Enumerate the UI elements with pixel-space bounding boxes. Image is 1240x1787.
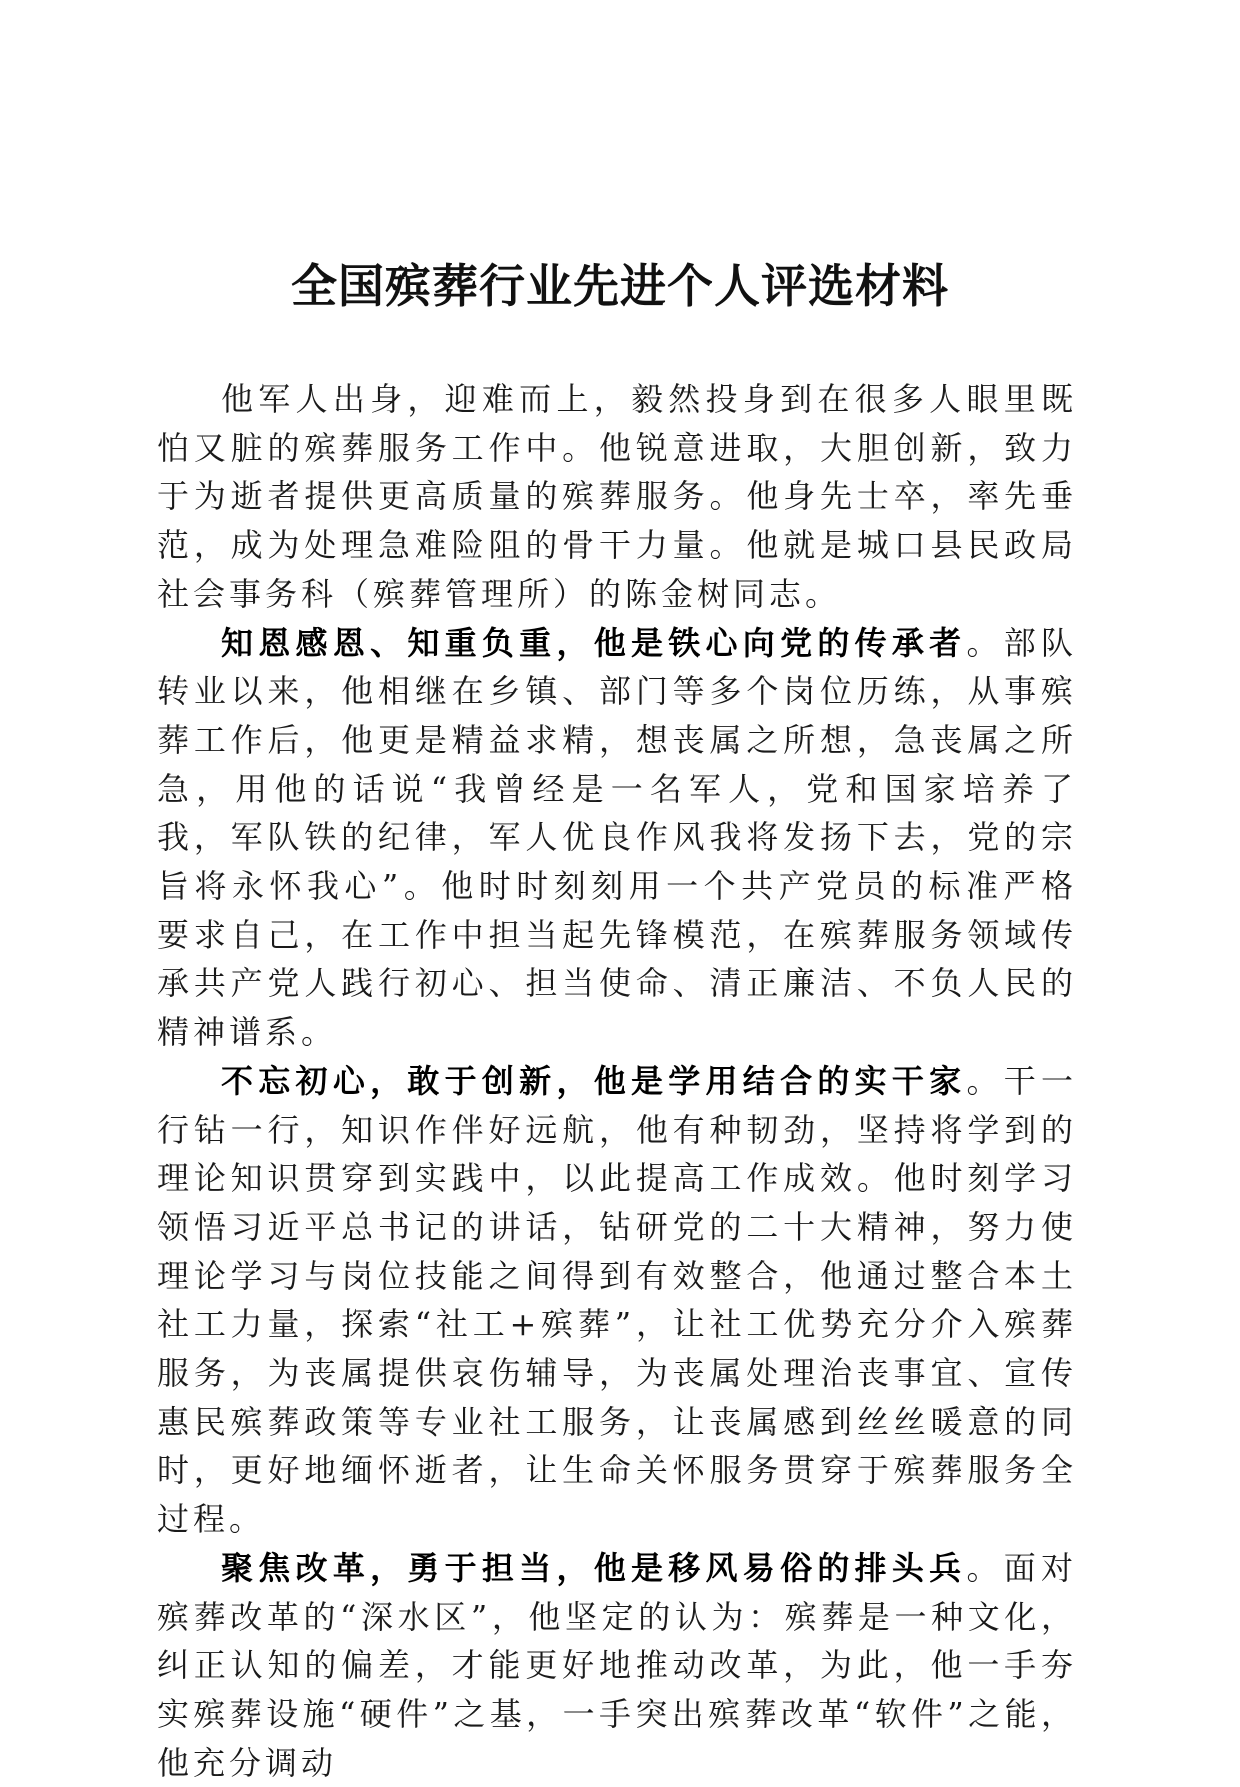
paragraph-innovation [157,1057,1077,1544]
paragraph-text: 。干一行钻一行，知识作伴好远航，他有种韧劲，坚持将学到的理论知识贯穿到实践中，以此提高工作成效。他时刻学习领悟习近平总书记的讲话，钻研党的二十大精神，努力使理论学习与岗位技能之间得到有效整合，他通过整合本土社工力量，探索“社工+殡葬”，让社工优势充分介入殡葬服务，为丧属提供哀伤辅导，为丧属处理治丧事宜、宣传惠民殡葬政策等专业社工服务，让丧属感到丝丝暖意的同时，更好地缅怀逝者，让生命关怀服务贯穿于殡葬服务全过程。 [157,1061,1077,1539]
paragraph-text: 。部队转业以来，他相继在乡镇、部门等多个岗位历练，从事殡葬工作后，他更是精益求精，想丧属之所想，急丧属之所急，用他的话说“我曾经是一名军人，党和国家培养了我，军队铁的纪律，军人优良作风我将发扬下去，党的宗旨将永怀我心”。他时时刻刻用一个共产党员的标准严格要求自己，在工作中担当起先锋模范，在殡葬服务领域传承共产党人践行初心、担当使命、清正廉洁、不负人民的精神谱系。 [157,623,1077,1052]
paragraph-intro [157,375,1077,619]
document-title: 全国殡葬行业先进个人评选材料 [291,259,949,313]
paragraph-reform [157,1544,1077,1787]
document-body [157,375,1077,1787]
paragraph-lead: 知恩感恩、知重负重，他是铁心向党的传承者 [221,623,967,662]
paragraph-lead: 聚焦改革，勇于担当，他是移风易俗的排头兵 [221,1548,967,1587]
paragraph-party-inheritor [157,619,1077,1057]
paragraph-text: 他军人出身，迎难而上，毅然投身到在很多人眼里既怕又脏的殡葬服务工作中。他锐意进取，大胆创新，致力于为逝者提供更高质量的殡葬服务。他身先士卒，率先垂范，成为处理急难险阻的骨干力量。他就是城口县民政局社会事务科（殡葬管理所）的陈金树同志。 [157,380,1077,613]
paragraph-lead: 不忘初心，敢于创新，他是学用结合的实干家 [221,1061,967,1100]
paragraph-text: 。面对殡葬改革的“深水区”，他坚定的认为：殡葬是一种文化，纠正认知的偏差，才能更好地推动改革，为此，他一手夯实殡葬设施“硬件”之基，一手突出殡葬改革“软件”之能，他充分调动 [157,1548,1077,1782]
